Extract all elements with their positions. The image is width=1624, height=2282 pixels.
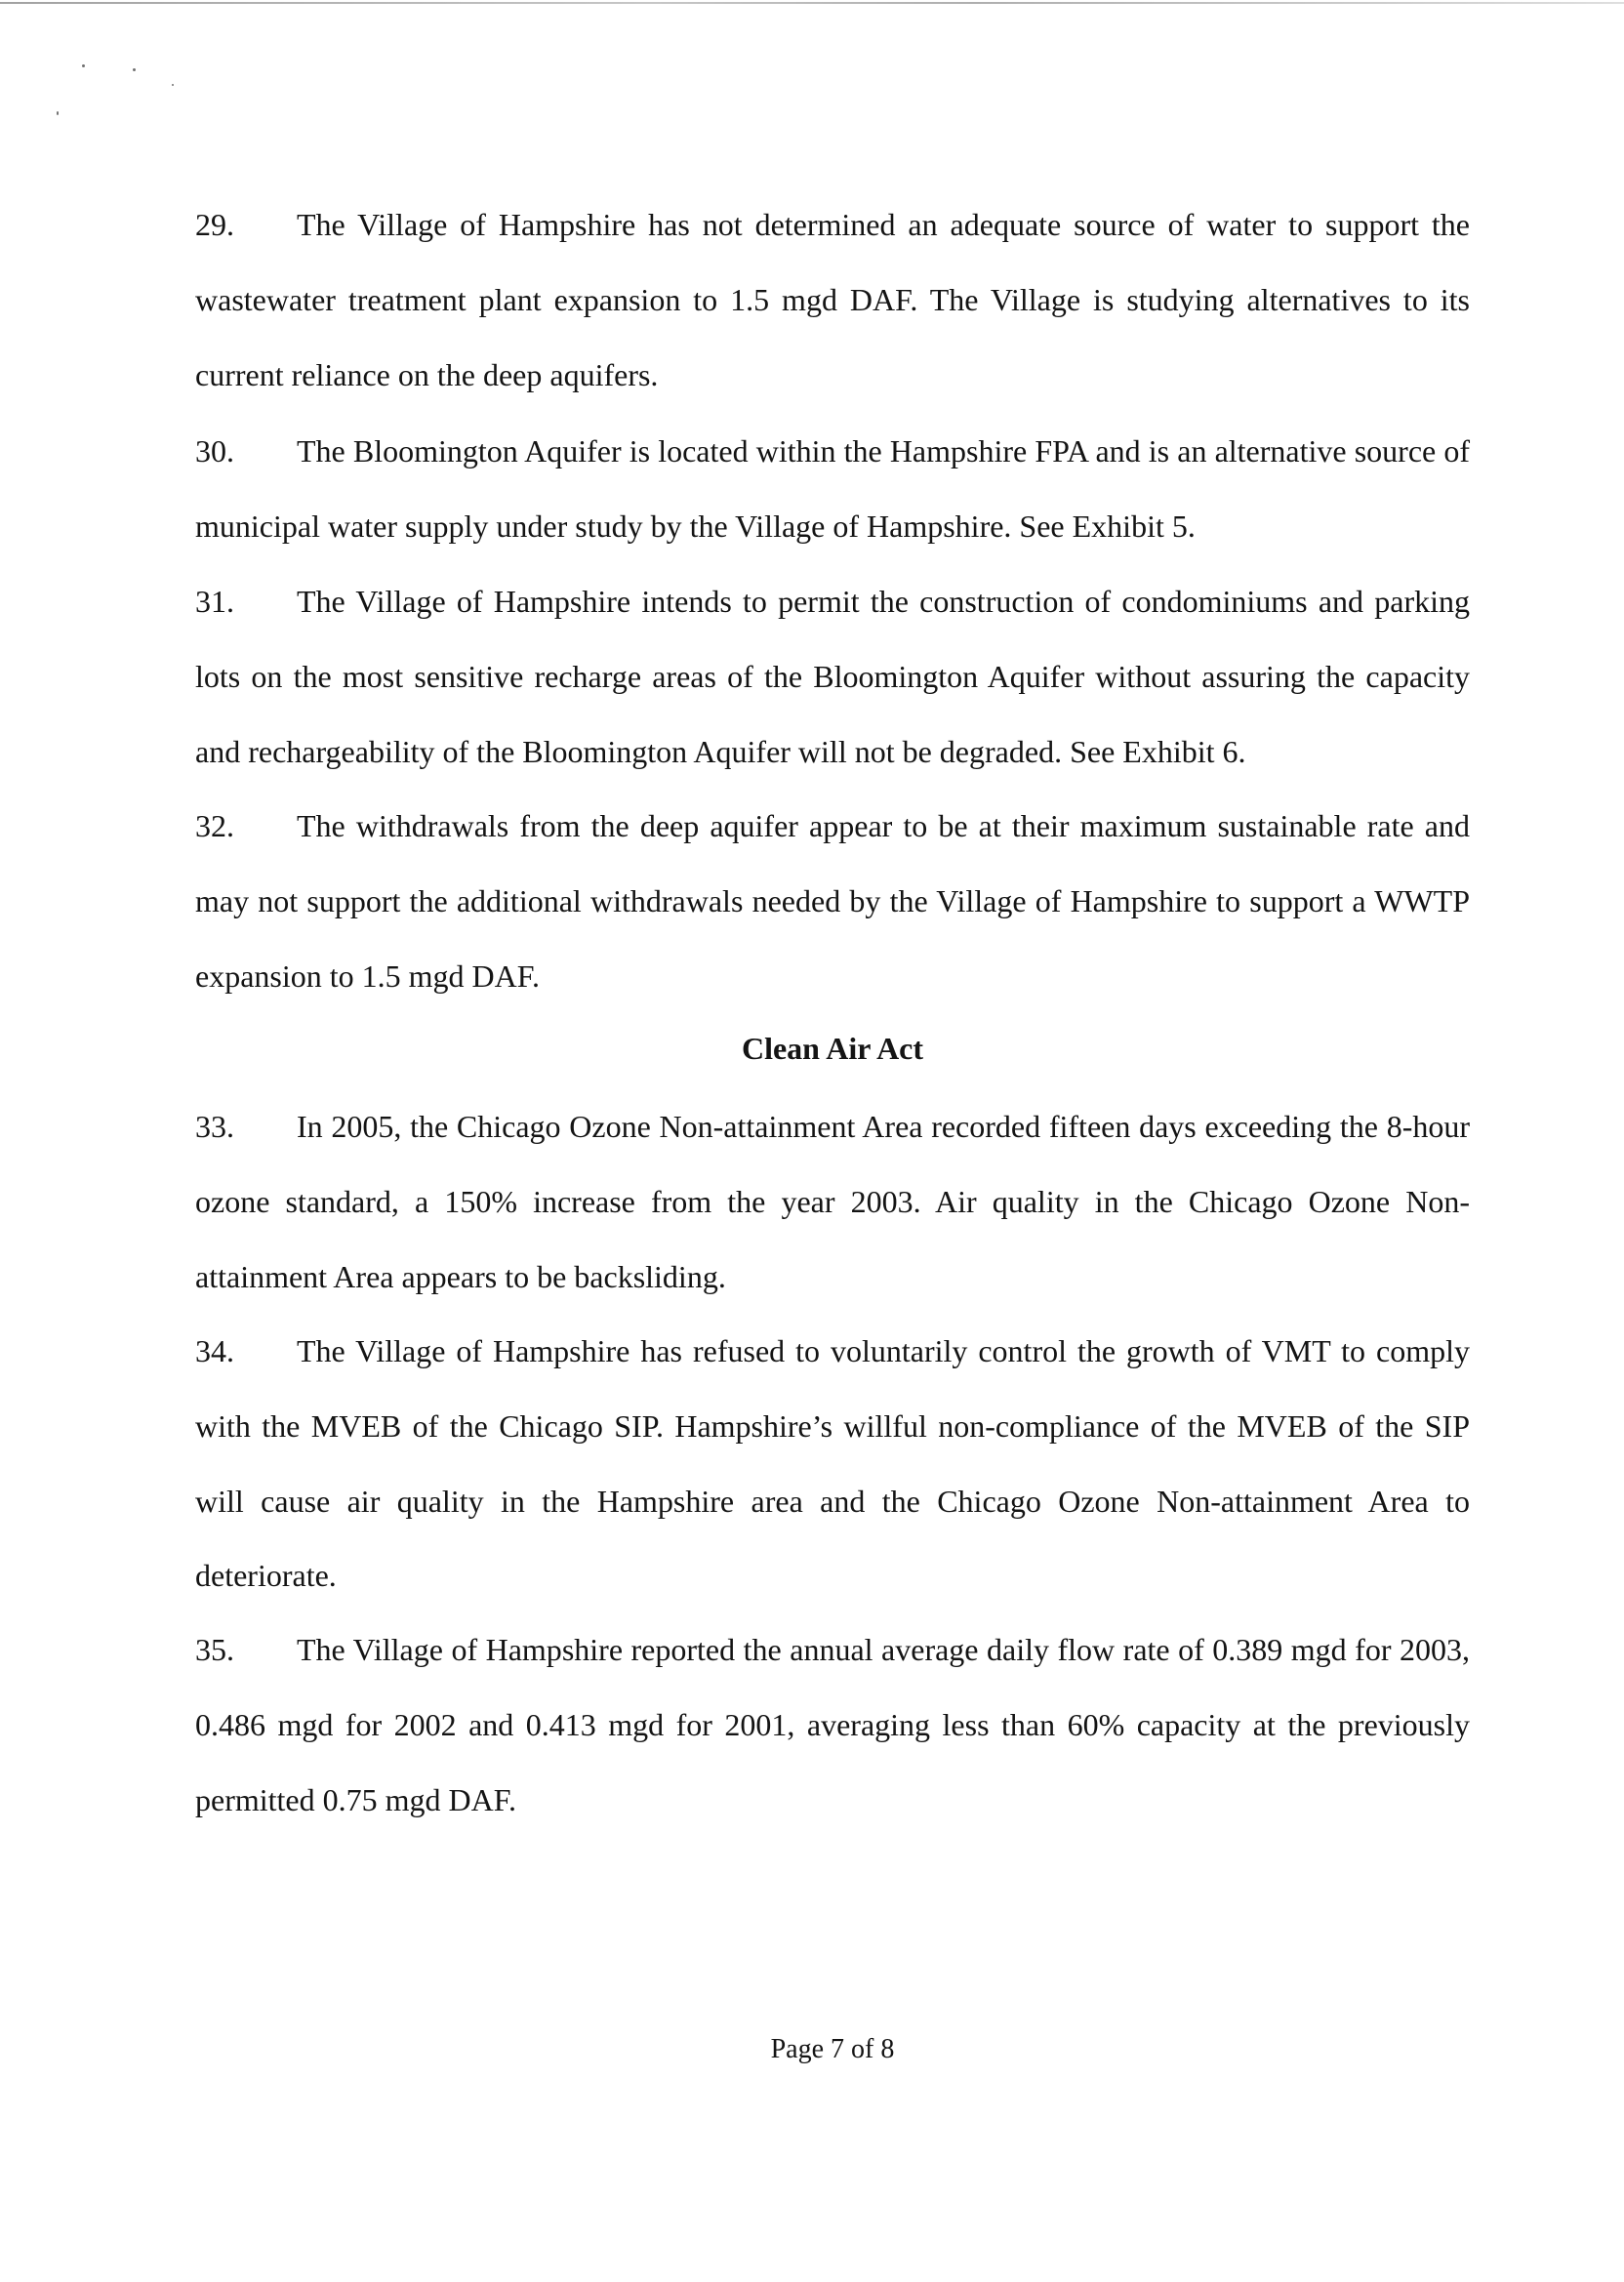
section-heading: Clean Air Act (741, 1031, 924, 1066)
paragraph-text: The Village of Hampshire has not determined an adequate source of water to support the wastewater treatment plant expansion to 1.5 mgd DAF. The Village is studying alternatives to its current reliance on the deep aquifers. (195, 207, 1470, 392)
paragraph-35 (195, 1612, 1470, 1837)
paragraph-number: 31. (195, 584, 234, 619)
page-number-footer: Page 7 of 8 (770, 2034, 895, 2064)
paragraph-32 (195, 789, 1470, 1013)
paragraph-30 (195, 414, 1470, 564)
scan-speck (82, 64, 85, 67)
paragraph-33 (195, 1089, 1470, 1314)
paragraph-number: 33. (195, 1109, 234, 1144)
paragraph-31 (195, 564, 1470, 789)
scan-speck (172, 84, 174, 86)
paragraph-text: The Village of Hampshire intends to permit the construction of condominiums and parking lots on the most sensitive recharge areas of the Bloomington Aquifer without assuring the capacity and rechargeability of the Bloomington Aquifer will not be degraded. See Exhibit 6. (195, 584, 1470, 769)
paragraph-text: The Bloomington Aquifer is located within the Hampshire FPA and is an alternative source of municipal water supply under study by the Village of Hampshire. See Exhibit 5. (195, 433, 1470, 544)
paragraph-text: In 2005, the Chicago Ozone Non-attainment Area recorded fifteen days exceeding the 8-hour ozone standard, a 150% increase from the year 2003. Air quality in the Chicago Ozone Non-attainment Area appears to be backsliding. (195, 1109, 1470, 1294)
paragraph-29 (195, 187, 1470, 412)
paragraph-number: 30. (195, 433, 234, 469)
paragraph-number: 35. (195, 1632, 234, 1667)
scan-speck (133, 68, 136, 71)
paragraph-text: The Village of Hampshire reported the annual average daily flow rate of 0.389 mgd for 2003, 0.486 mgd for 2002 and 0.413 mgd for 2001, averaging less than 60% capacity at the previously permitted 0.75 mgd DAF. (195, 1632, 1470, 1817)
paragraph-number: 29. (195, 207, 234, 242)
paragraph-number: 32. (195, 808, 234, 843)
paragraph-number: 34. (195, 1333, 234, 1368)
paragraph-34 (195, 1314, 1470, 1613)
scan-speck (57, 111, 59, 115)
paragraph-text: The withdrawals from the deep aquifer appear to be at their maximum sustainable rate and may not support the additional withdrawals needed by the Village of Hampshire to support a WWTP expansion to 1.5 mgd DAF. (195, 808, 1470, 994)
scan-edge-line (0, 2, 1624, 4)
paragraph-text: The Village of Hampshire has refused to voluntarily control the growth of VMT to comply with the MVEB of the Chicago SIP. Hampshire’s willful non-compliance of the MVEB of the SIP will cause air quality in the Hampshire area and the Chicago Ozone Non-attainment Area to deteriorate. (195, 1333, 1470, 1594)
